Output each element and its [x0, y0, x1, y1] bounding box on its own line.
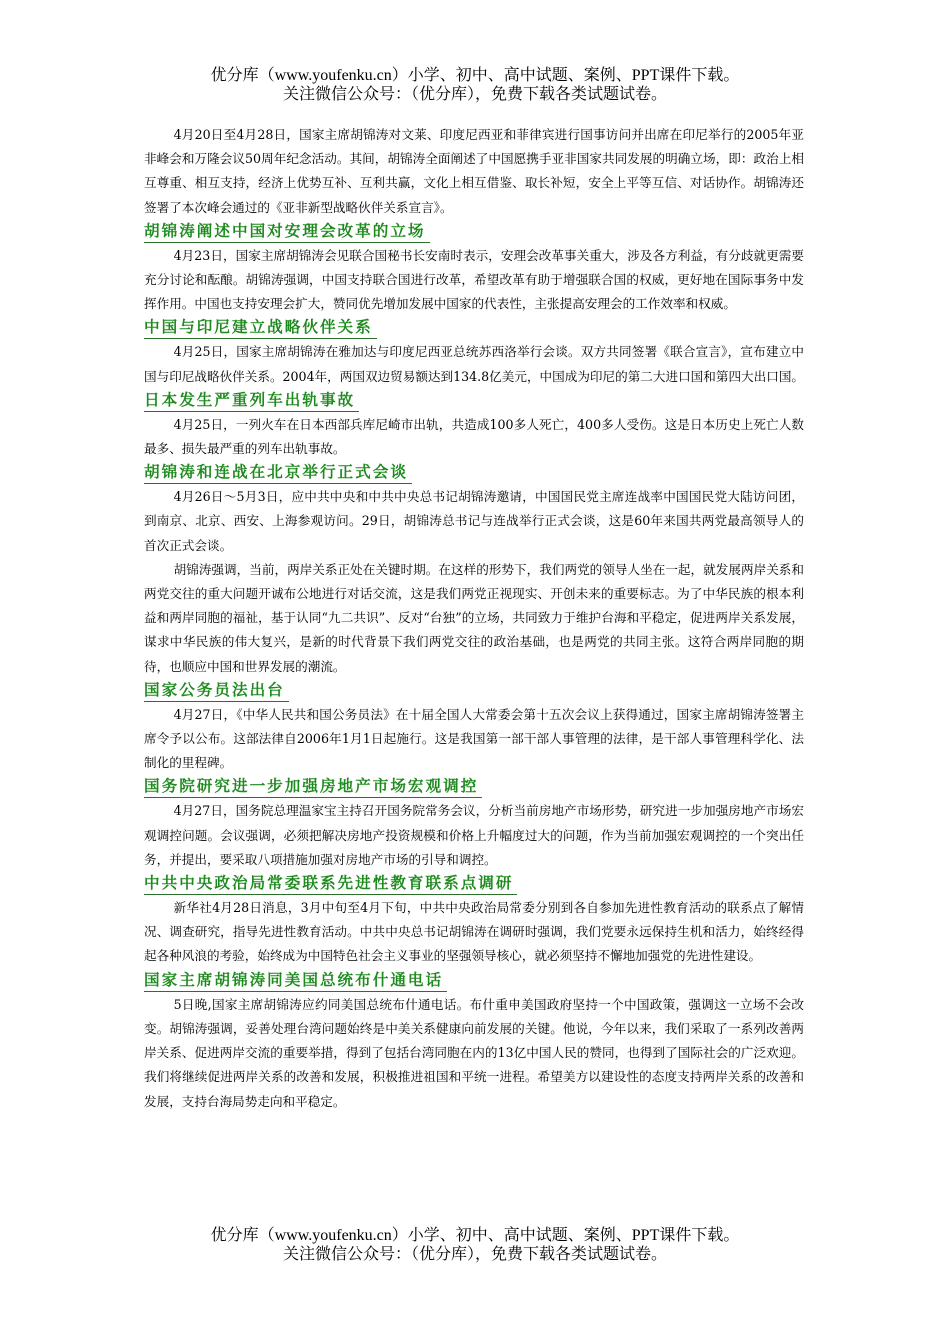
document-body [144, 123, 804, 1114]
section-heading: 中共中央政治局常委联系先进性教育联系点调研 [144, 873, 517, 895]
footer-line-2: 关注微信公众号：（优分库），免费下载各类试题试卷。 [282, 1246, 667, 1263]
section-paragraph: 5日晚,国家主席胡锦涛应约同美国总统布什通电话。布什重申美国政府坚持一个中国政策，强调这一立场不会改变。胡锦涛强调，妥善处理台湾问题始终是中美关系健康向前发展的关键。他说，今年以来，我们采取了一系列改善两岸关系、促进两岸交流的重要举措，得到了包括台湾同胞在内的13亿中国人民的赞同，也得到了国际社会的广泛欢迎。我们将继续促进两岸关系的改善和发展，积极推进祖国和平统一进程。希望美方以建设性的态度支持两岸关系的改善和发展，支持台海局势走向和平稳定。 [144, 996, 804, 1109]
footer-line-1: 优分库（www.youfenku.cn）小学、初中、高中试题、案例、PPT课件下载。 [210, 1227, 740, 1244]
section-paragraph: 4月27日，《中华人民共和国公务员法》在十届全国人大常委会第十五次会议上获得通过，国家主席胡锦涛签署主席令予以公布。这部法律自2006年1月1日起施行。这是我国第一部干部人事管理的法律，是干部人事管理科学化、法制化的里程碑。 [144, 706, 804, 771]
news-section [144, 969, 804, 1114]
section-heading: 国家主席胡锦涛同美国总统布什通电话 [144, 970, 447, 992]
news-section [144, 872, 804, 969]
section-heading: 中国与印尼建立战略伙伴关系 [144, 317, 377, 339]
news-section [144, 316, 804, 388]
section-heading: 胡锦涛和连战在北京举行正式会谈 [144, 462, 412, 484]
header-line-1: 优分库（www.youfenku.cn）小学、初中、高中试题、案例、PPT课件下载。 [210, 67, 740, 84]
section-heading: 国家公务员法出台 [144, 680, 289, 702]
section-paragraph: 4月25日，一列火车在日本西部兵库尼崎市出轨，共造成100多人死亡，400多人受伤。这是日本历史上死亡人数最多、损失最严重的列车出轨事故。 [144, 416, 804, 457]
section-heading: 国务院研究进一步加强房地产市场宏观调控 [144, 776, 482, 798]
intro-paragraph: 4月20日至4月28日，国家主席胡锦涛对文莱、印度尼西亚和菲律宾进行国事访问并出席在印尼举行的2005年亚非峰会和万隆会议50周年纪念活动。其间，胡锦涛全面阐述了中国愿携手亚非国家共同发展的明确立场，即：政治上相互尊重、相互支持，经济上优势互补、互利共赢，文化上相互借鉴、取长补短，安全上平等互信、对话协作。胡锦涛还签署了本次峰会通过的《亚非新型战略伙伴关系宣言》。 [144, 127, 804, 215]
section-paragraph: 4月25日，国家主席胡锦涛在雅加达与印度尼西亚总统苏西洛举行会谈。双方共同签署《联合宣言》，宣布建立中国与印尼战略伙伴关系。2004年，两国双边贸易额达到134.8亿美元，中国成为印尼的第二大进口国和第四大出口国。 [144, 344, 805, 384]
news-section [144, 220, 804, 317]
section-paragraph: 4月26日～5月3日，应中共中央和中共中央总书记胡锦涛邀请，中国国民党主席连战率中国国民党大陆访问团，到南京、北京、西安、上海参观访问。29日，胡锦涛总书记与连战举行正式会谈，这是60年来国共两党最高领导人的首次正式会谈。 [144, 489, 804, 553]
section-heading: 日本发生严重列车出轨事故 [144, 390, 359, 412]
section-paragraph: 4月23日，国家主席胡锦涛会见联合国秘书长安南时表示，安理会改革事关重大，涉及各方利益，有分歧就更需要充分讨论和酝酿。胡锦涛强调，中国支持联合国进行改革，希望改革有助于增强联合国的权威，更好地在国际事务中发挥作用。中国也支持安理会扩大，赞同优先增加发展中国家的代表性，主张提高安理会的工作效率和权威。 [144, 247, 804, 312]
page-header [0, 66, 950, 104]
section-paragraph: 新华社4月28日消息，3月中旬至4月下旬，中共中央政治局常委分别到各自参加先进性教育活动的联系点了解情况、调查研究，指导先进性教育活动。中共中央总书记胡锦涛在调研时强调，我们党要永远保持生机和活力，始终经得起各种风浪的考验，始终成为中国特色社会主义事业的坚强领导核心，就必须坚持不懈地加强党的先进性建设。 [144, 900, 804, 964]
section-paragraph: 4月27日，国务院总理温家宝主持召开国务院常务会议，分析当前房地产市场形势，研究进一步加强房地产市场宏观调控问题。会议强调，必须把解决房地产投资规模和价格上升幅度过大的问题，作为当前加强宏观调控的一个突出任务，并提出，要采取八项措施加强对房地产市场的引导和调控。 [144, 803, 804, 867]
header-line-2: 关注微信公众号：（优分库），免费下载各类试题试卷。 [282, 86, 667, 103]
news-section [144, 679, 804, 776]
news-section [144, 389, 804, 461]
section-heading: 胡锦涛阐述中国对安理会改革的立场 [144, 221, 430, 243]
page-footer [0, 1226, 950, 1264]
news-section [144, 461, 804, 679]
news-section [144, 775, 804, 872]
section-paragraph: 胡锦涛强调，当前，两岸关系正处在关键时期。在这样的形势下，我们两党的领导人坐在一起，就发展两岸关系和两党交往的重大问题开诚布公地进行对话交流，这是我们两党正视现实、开创未来的重要标志。为了中华民族的根本利益和两岸同胞的福祉，基于认同“九二共识”、反对“台独”的立场，共同致力于维护台海和平稳定，促进两岸关系发展，谋求中华民族的伟大复兴，是新的时代背景下我们两党交往的政治基础，也是两党的共同主张。这符合两岸同胞的期待，也顺应中国和世界发展的潮流。 [144, 561, 804, 674]
